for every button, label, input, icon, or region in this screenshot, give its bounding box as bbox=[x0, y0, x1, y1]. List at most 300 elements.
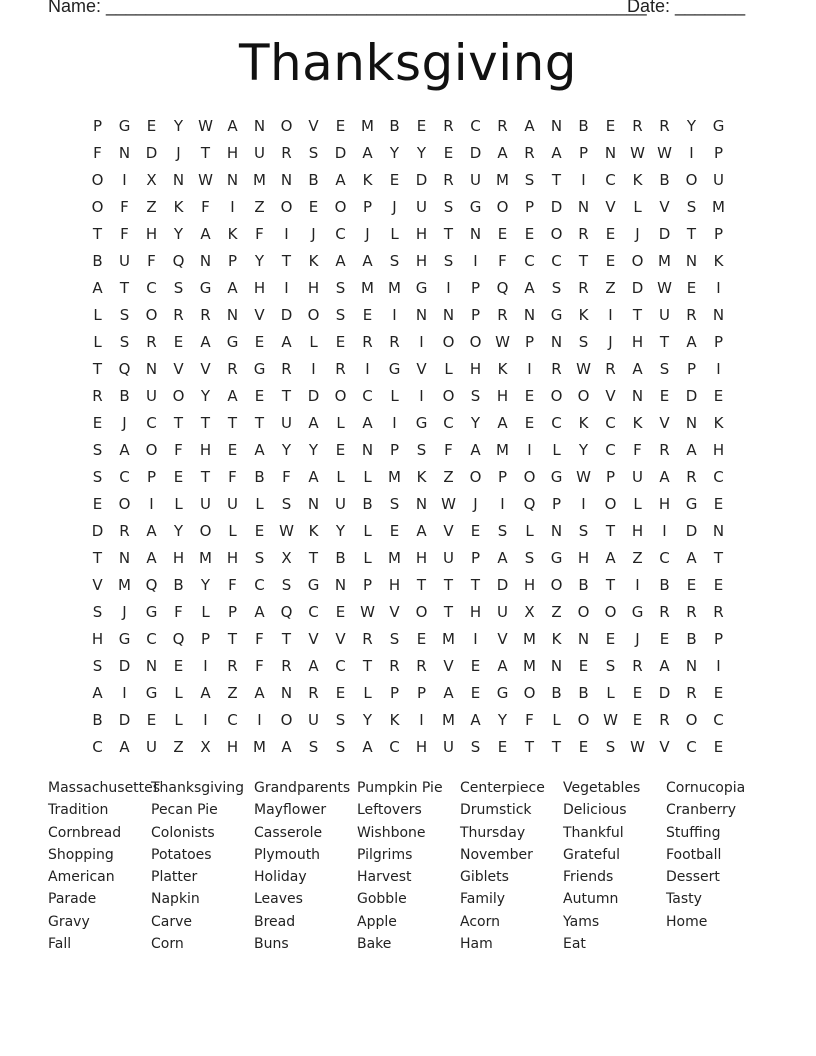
grid-letter[interactable]: D bbox=[118, 711, 131, 729]
grid-letter[interactable]: C bbox=[308, 603, 319, 621]
grid-letter[interactable]: S bbox=[92, 657, 103, 675]
grid-letter[interactable]: O bbox=[118, 495, 131, 513]
grid-letter[interactable]: P bbox=[713, 225, 724, 243]
grid-letter[interactable]: C bbox=[605, 414, 616, 432]
grid-letter[interactable]: A bbox=[308, 468, 319, 486]
date-field[interactable]: Date: _______ bbox=[627, 0, 746, 16]
grid-letter[interactable]: D bbox=[145, 144, 158, 162]
grid-letter[interactable]: L bbox=[633, 495, 642, 513]
grid-letter[interactable]: O bbox=[334, 387, 347, 405]
grid-letter[interactable]: Y bbox=[254, 252, 265, 270]
grid-letter[interactable]: M bbox=[253, 171, 266, 189]
grid-letter[interactable]: S bbox=[389, 495, 400, 513]
grid-letter[interactable]: O bbox=[577, 711, 590, 729]
grid-letter[interactable]: N bbox=[550, 117, 563, 135]
grid-letter[interactable]: V bbox=[416, 360, 427, 378]
grid-letter[interactable]: A bbox=[362, 738, 373, 756]
grid-letter[interactable]: R bbox=[686, 468, 697, 486]
grid-letter[interactable]: Y bbox=[281, 441, 292, 459]
grid-letter[interactable]: X bbox=[146, 171, 157, 189]
grid-letter[interactable]: R bbox=[659, 603, 670, 621]
grid-letter[interactable]: T bbox=[92, 225, 103, 243]
grid-letter[interactable]: Q bbox=[523, 495, 536, 513]
grid-letter[interactable]: R bbox=[524, 144, 535, 162]
grid-letter[interactable]: B bbox=[92, 252, 103, 270]
grid-letter[interactable]: P bbox=[713, 144, 724, 162]
grid-letter[interactable]: E bbox=[713, 684, 724, 702]
grid-letter[interactable]: J bbox=[608, 333, 613, 351]
grid-letter[interactable]: V bbox=[497, 630, 508, 648]
grid-letter[interactable]: E bbox=[632, 684, 643, 702]
grid-letter[interactable]: U bbox=[227, 495, 238, 513]
grid-letter[interactable]: H bbox=[253, 279, 266, 297]
grid-letter[interactable]: V bbox=[443, 657, 454, 675]
grid-letter[interactable]: I bbox=[419, 333, 424, 351]
grid-letter[interactable]: R bbox=[227, 657, 238, 675]
grid-letter[interactable]: R bbox=[92, 387, 103, 405]
grid-letter[interactable]: S bbox=[497, 522, 508, 540]
grid-letter[interactable]: I bbox=[716, 360, 721, 378]
grid-letter[interactable]: L bbox=[525, 522, 534, 540]
grid-letter[interactable]: N bbox=[253, 117, 266, 135]
grid-letter[interactable]: D bbox=[91, 522, 104, 540]
grid-letter[interactable]: A bbox=[659, 657, 670, 675]
grid-letter[interactable]: V bbox=[200, 360, 211, 378]
grid-letter[interactable]: E bbox=[713, 576, 724, 594]
grid-letter[interactable]: R bbox=[200, 306, 211, 324]
grid-letter[interactable]: W bbox=[657, 144, 672, 162]
grid-letter[interactable]: O bbox=[523, 684, 536, 702]
grid-letter[interactable]: C bbox=[470, 117, 481, 135]
grid-letter[interactable]: E bbox=[524, 387, 535, 405]
grid-letter[interactable]: E bbox=[605, 117, 616, 135]
grid-letter[interactable]: U bbox=[146, 738, 157, 756]
grid-letter[interactable]: I bbox=[230, 198, 235, 216]
grid-letter[interactable]: E bbox=[605, 252, 616, 270]
grid-letter[interactable]: P bbox=[551, 495, 562, 513]
grid-letter[interactable]: G bbox=[415, 414, 428, 432]
grid-letter[interactable]: C bbox=[686, 738, 697, 756]
grid-letter[interactable]: W bbox=[630, 738, 645, 756]
grid-letter[interactable]: S bbox=[389, 252, 400, 270]
grid-letter[interactable]: H bbox=[415, 738, 428, 756]
grid-letter[interactable]: T bbox=[173, 414, 184, 432]
grid-letter[interactable]: R bbox=[578, 225, 589, 243]
grid-letter[interactable]: V bbox=[173, 360, 184, 378]
grid-letter[interactable]: O bbox=[91, 198, 104, 216]
grid-letter[interactable]: L bbox=[606, 684, 615, 702]
grid-letter[interactable]: E bbox=[254, 333, 265, 351]
grid-letter[interactable]: D bbox=[469, 144, 482, 162]
grid-letter[interactable]: H bbox=[631, 522, 644, 540]
grid-letter[interactable]: E bbox=[470, 684, 481, 702]
grid-letter[interactable]: S bbox=[92, 441, 103, 459]
grid-letter[interactable]: N bbox=[145, 360, 158, 378]
grid-letter[interactable]: S bbox=[335, 711, 346, 729]
grid-letter[interactable]: L bbox=[633, 198, 642, 216]
grid-letter[interactable]: K bbox=[713, 414, 724, 432]
grid-letter[interactable]: E bbox=[524, 225, 535, 243]
grid-letter[interactable]: R bbox=[362, 333, 373, 351]
grid-letter[interactable]: N bbox=[307, 495, 320, 513]
grid-letter[interactable]: L bbox=[390, 387, 399, 405]
grid-letter[interactable]: S bbox=[578, 522, 589, 540]
grid-letter[interactable]: P bbox=[686, 360, 697, 378]
grid-letter[interactable]: N bbox=[226, 306, 239, 324]
grid-letter[interactable]: S bbox=[389, 630, 400, 648]
grid-letter[interactable]: E bbox=[146, 117, 157, 135]
grid-letter[interactable]: U bbox=[416, 198, 427, 216]
grid-letter[interactable]: U bbox=[119, 252, 130, 270]
grid-letter[interactable]: O bbox=[523, 468, 536, 486]
grid-letter[interactable]: L bbox=[552, 441, 561, 459]
grid-letter[interactable]: K bbox=[632, 414, 643, 432]
grid-letter[interactable]: Q bbox=[172, 252, 185, 270]
grid-letter[interactable]: E bbox=[335, 684, 346, 702]
grid-letter[interactable]: I bbox=[635, 576, 640, 594]
grid-letter[interactable]: S bbox=[659, 360, 670, 378]
grid-letter[interactable]: C bbox=[254, 576, 265, 594]
grid-letter[interactable]: Z bbox=[254, 198, 265, 216]
grid-letter[interactable]: I bbox=[716, 279, 721, 297]
grid-letter[interactable]: B bbox=[173, 576, 184, 594]
grid-letter[interactable]: I bbox=[419, 387, 424, 405]
grid-letter[interactable]: T bbox=[632, 306, 643, 324]
grid-letter[interactable]: R bbox=[119, 522, 130, 540]
grid-letter[interactable]: A bbox=[551, 144, 562, 162]
grid-letter[interactable]: C bbox=[362, 387, 373, 405]
grid-letter[interactable]: G bbox=[496, 684, 509, 702]
grid-letter[interactable]: I bbox=[392, 306, 397, 324]
grid-letter[interactable]: U bbox=[335, 495, 346, 513]
grid-letter[interactable]: B bbox=[659, 171, 670, 189]
grid-letter[interactable]: A bbox=[146, 549, 157, 567]
grid-letter[interactable]: I bbox=[122, 684, 127, 702]
grid-letter[interactable]: T bbox=[686, 225, 697, 243]
grid-letter[interactable]: S bbox=[470, 387, 481, 405]
grid-letter[interactable]: L bbox=[174, 684, 183, 702]
grid-letter[interactable]: U bbox=[470, 171, 481, 189]
grid-letter[interactable]: H bbox=[307, 279, 320, 297]
grid-letter[interactable]: E bbox=[146, 711, 157, 729]
grid-letter[interactable]: E bbox=[173, 657, 184, 675]
grid-letter[interactable]: E bbox=[659, 387, 670, 405]
grid-letter[interactable]: L bbox=[552, 711, 561, 729]
grid-letter[interactable]: E bbox=[497, 225, 508, 243]
grid-letter[interactable]: T bbox=[281, 252, 292, 270]
grid-letter[interactable]: M bbox=[496, 441, 509, 459]
grid-letter[interactable]: H bbox=[577, 549, 590, 567]
grid-letter[interactable]: V bbox=[605, 198, 616, 216]
name-field[interactable]: Name: ______________________________________________________ bbox=[48, 0, 647, 16]
grid-letter[interactable]: A bbox=[470, 711, 481, 729]
grid-letter[interactable]: U bbox=[659, 306, 670, 324]
grid-letter[interactable]: C bbox=[92, 738, 103, 756]
grid-letter[interactable]: T bbox=[605, 576, 616, 594]
grid-letter[interactable]: M bbox=[253, 738, 266, 756]
grid-letter[interactable]: E bbox=[335, 603, 346, 621]
grid-letter[interactable]: H bbox=[199, 441, 212, 459]
grid-letter[interactable]: R bbox=[686, 684, 697, 702]
grid-letter[interactable]: O bbox=[685, 711, 698, 729]
grid-letter[interactable]: P bbox=[362, 198, 373, 216]
grid-letter[interactable]: R bbox=[632, 117, 643, 135]
grid-letter[interactable]: E bbox=[524, 414, 535, 432]
grid-letter[interactable]: N bbox=[361, 441, 374, 459]
grid-letter[interactable]: I bbox=[689, 144, 694, 162]
grid-letter[interactable]: O bbox=[631, 252, 644, 270]
grid-letter[interactable]: N bbox=[469, 225, 482, 243]
grid-letter[interactable]: B bbox=[578, 684, 589, 702]
grid-letter[interactable]: E bbox=[362, 306, 373, 324]
grid-letter[interactable]: A bbox=[119, 738, 130, 756]
grid-letter[interactable]: L bbox=[93, 306, 102, 324]
grid-letter[interactable]: F bbox=[444, 441, 453, 459]
grid-letter[interactable]: T bbox=[713, 549, 724, 567]
grid-letter[interactable]: B bbox=[254, 468, 265, 486]
grid-letter[interactable]: A bbox=[362, 144, 373, 162]
grid-letter[interactable]: L bbox=[93, 333, 102, 351]
grid-letter[interactable]: M bbox=[523, 657, 536, 675]
grid-letter[interactable]: T bbox=[200, 468, 211, 486]
grid-letter[interactable]: T bbox=[92, 549, 103, 567]
grid-letter[interactable]: S bbox=[254, 549, 265, 567]
grid-letter[interactable]: M bbox=[388, 549, 401, 567]
grid-letter[interactable]: G bbox=[388, 360, 401, 378]
grid-letter[interactable]: K bbox=[713, 252, 724, 270]
grid-letter[interactable]: Y bbox=[200, 576, 211, 594]
grid-letter[interactable]: O bbox=[442, 387, 455, 405]
grid-letter[interactable]: N bbox=[280, 684, 293, 702]
grid-letter[interactable]: D bbox=[415, 171, 428, 189]
grid-letter[interactable]: P bbox=[470, 279, 481, 297]
grid-letter[interactable]: D bbox=[658, 225, 671, 243]
grid-letter[interactable]: M bbox=[712, 198, 725, 216]
grid-letter[interactable]: L bbox=[255, 495, 264, 513]
grid-letter[interactable]: M bbox=[388, 279, 401, 297]
grid-letter[interactable]: O bbox=[280, 117, 293, 135]
grid-letter[interactable]: R bbox=[713, 603, 724, 621]
grid-letter[interactable]: I bbox=[446, 279, 451, 297]
grid-letter[interactable]: T bbox=[551, 171, 562, 189]
grid-letter[interactable]: V bbox=[308, 630, 319, 648]
grid-letter[interactable]: S bbox=[281, 576, 292, 594]
grid-letter[interactable]: J bbox=[122, 414, 127, 432]
grid-letter[interactable]: C bbox=[227, 711, 238, 729]
grid-letter[interactable]: R bbox=[497, 306, 508, 324]
grid-letter[interactable]: Z bbox=[605, 279, 616, 297]
grid-letter[interactable]: W bbox=[603, 711, 618, 729]
grid-letter[interactable]: F bbox=[120, 198, 129, 216]
grid-letter[interactable]: R bbox=[686, 306, 697, 324]
grid-letter[interactable]: Z bbox=[632, 549, 643, 567]
grid-letter[interactable]: H bbox=[226, 144, 239, 162]
grid-letter[interactable]: H bbox=[658, 495, 671, 513]
grid-letter[interactable]: T bbox=[524, 738, 535, 756]
grid-letter[interactable]: R bbox=[551, 360, 562, 378]
grid-letter[interactable]: K bbox=[362, 171, 373, 189]
grid-letter[interactable]: A bbox=[470, 441, 481, 459]
grid-letter[interactable]: F bbox=[255, 657, 264, 675]
grid-letter[interactable]: O bbox=[145, 306, 158, 324]
grid-letter[interactable]: K bbox=[497, 360, 508, 378]
grid-letter[interactable]: A bbox=[254, 603, 265, 621]
grid-letter[interactable]: W bbox=[576, 468, 591, 486]
grid-letter[interactable]: F bbox=[228, 468, 237, 486]
grid-letter[interactable]: Y bbox=[416, 144, 427, 162]
grid-letter[interactable]: Y bbox=[362, 711, 373, 729]
grid-letter[interactable]: L bbox=[363, 549, 372, 567]
grid-letter[interactable]: P bbox=[605, 468, 616, 486]
grid-letter[interactable]: E bbox=[335, 441, 346, 459]
grid-letter[interactable]: C bbox=[335, 225, 346, 243]
grid-letter[interactable]: T bbox=[416, 576, 427, 594]
grid-letter[interactable]: T bbox=[308, 549, 319, 567]
grid-letter[interactable]: E bbox=[713, 495, 724, 513]
grid-letter[interactable]: C bbox=[146, 630, 157, 648]
grid-letter[interactable]: P bbox=[524, 198, 535, 216]
grid-letter[interactable]: P bbox=[470, 306, 481, 324]
grid-letter[interactable]: L bbox=[363, 468, 372, 486]
grid-letter[interactable]: E bbox=[335, 117, 346, 135]
grid-letter[interactable]: A bbox=[146, 522, 157, 540]
grid-letter[interactable]: I bbox=[392, 414, 397, 432]
grid-letter[interactable]: C bbox=[524, 252, 535, 270]
grid-letter[interactable]: E bbox=[308, 198, 319, 216]
grid-letter[interactable]: B bbox=[335, 549, 346, 567]
grid-letter[interactable]: A bbox=[227, 117, 238, 135]
grid-letter[interactable]: I bbox=[500, 495, 505, 513]
grid-letter[interactable]: P bbox=[389, 441, 400, 459]
grid-letter[interactable]: F bbox=[201, 198, 210, 216]
grid-letter[interactable]: A bbox=[605, 549, 616, 567]
grid-letter[interactable]: U bbox=[497, 603, 508, 621]
grid-letter[interactable]: I bbox=[284, 225, 289, 243]
grid-letter[interactable]: S bbox=[605, 657, 616, 675]
grid-letter[interactable]: I bbox=[473, 630, 478, 648]
grid-letter[interactable]: R bbox=[605, 360, 616, 378]
grid-letter[interactable]: I bbox=[581, 171, 586, 189]
grid-letter[interactable]: W bbox=[198, 171, 213, 189]
grid-letter[interactable]: T bbox=[659, 333, 670, 351]
grid-letter[interactable]: O bbox=[496, 198, 509, 216]
grid-letter[interactable]: F bbox=[228, 576, 237, 594]
grid-letter[interactable]: S bbox=[92, 603, 103, 621]
grid-letter[interactable]: O bbox=[469, 468, 482, 486]
grid-letter[interactable]: A bbox=[497, 414, 508, 432]
grid-letter[interactable]: M bbox=[496, 171, 509, 189]
grid-letter[interactable]: W bbox=[495, 333, 510, 351]
grid-letter[interactable]: L bbox=[363, 522, 372, 540]
grid-letter[interactable]: P bbox=[524, 333, 535, 351]
grid-letter[interactable]: L bbox=[336, 414, 345, 432]
grid-letter[interactable]: O bbox=[145, 441, 158, 459]
grid-letter[interactable]: F bbox=[282, 468, 291, 486]
grid-letter[interactable]: L bbox=[174, 495, 183, 513]
grid-letter[interactable]: P bbox=[497, 468, 508, 486]
grid-letter[interactable]: Y bbox=[308, 441, 319, 459]
grid-letter[interactable]: Y bbox=[335, 522, 346, 540]
grid-letter[interactable]: C bbox=[551, 414, 562, 432]
grid-letter[interactable]: E bbox=[470, 522, 481, 540]
grid-letter[interactable]: U bbox=[632, 468, 643, 486]
grid-letter[interactable]: Y bbox=[497, 711, 508, 729]
grid-letter[interactable]: N bbox=[226, 171, 239, 189]
grid-letter[interactable]: F bbox=[174, 441, 183, 459]
grid-letter[interactable]: T bbox=[200, 144, 211, 162]
grid-letter[interactable]: R bbox=[281, 360, 292, 378]
grid-letter[interactable]: N bbox=[334, 576, 347, 594]
grid-letter[interactable]: E bbox=[173, 468, 184, 486]
grid-letter[interactable]: I bbox=[203, 711, 208, 729]
grid-letter[interactable]: L bbox=[228, 522, 237, 540]
grid-letter[interactable]: Y bbox=[200, 387, 211, 405]
grid-letter[interactable]: E bbox=[497, 738, 508, 756]
grid-letter[interactable]: T bbox=[200, 414, 211, 432]
grid-letter[interactable]: S bbox=[605, 738, 616, 756]
grid-letter[interactable]: U bbox=[200, 495, 211, 513]
grid-letter[interactable]: T bbox=[362, 657, 373, 675]
grid-letter[interactable]: I bbox=[365, 360, 370, 378]
grid-letter[interactable]: L bbox=[201, 603, 210, 621]
grid-letter[interactable]: R bbox=[389, 657, 400, 675]
grid-letter[interactable]: E bbox=[227, 441, 238, 459]
grid-letter[interactable]: G bbox=[118, 117, 131, 135]
grid-letter[interactable]: J bbox=[365, 225, 370, 243]
grid-letter[interactable]: E bbox=[254, 387, 265, 405]
grid-letter[interactable]: I bbox=[608, 306, 613, 324]
grid-letter[interactable]: A bbox=[416, 522, 427, 540]
grid-letter[interactable]: K bbox=[308, 522, 319, 540]
grid-letter[interactable]: L bbox=[444, 360, 453, 378]
grid-letter[interactable]: U bbox=[443, 738, 454, 756]
grid-letter[interactable]: H bbox=[712, 441, 725, 459]
grid-letter[interactable]: F bbox=[498, 252, 507, 270]
grid-letter[interactable]: A bbox=[362, 252, 373, 270]
grid-letter[interactable]: S bbox=[335, 738, 346, 756]
grid-letter[interactable]: Y bbox=[173, 522, 184, 540]
grid-letter[interactable]: C bbox=[389, 738, 400, 756]
grid-letter[interactable]: H bbox=[631, 333, 644, 351]
grid-letter[interactable]: E bbox=[713, 738, 724, 756]
grid-letter[interactable]: G bbox=[307, 576, 320, 594]
grid-letter[interactable]: I bbox=[203, 657, 208, 675]
grid-letter[interactable]: N bbox=[415, 495, 428, 513]
grid-letter[interactable]: K bbox=[227, 225, 238, 243]
grid-letter[interactable]: S bbox=[524, 171, 535, 189]
grid-letter[interactable]: K bbox=[173, 198, 184, 216]
grid-letter[interactable]: J bbox=[176, 144, 181, 162]
grid-letter[interactable]: K bbox=[551, 630, 562, 648]
grid-letter[interactable]: M bbox=[361, 117, 374, 135]
grid-letter[interactable]: I bbox=[257, 711, 262, 729]
grid-letter[interactable]: C bbox=[605, 171, 616, 189]
grid-letter[interactable]: R bbox=[335, 360, 346, 378]
grid-letter[interactable]: N bbox=[685, 252, 698, 270]
grid-letter[interactable]: O bbox=[577, 387, 590, 405]
grid-letter[interactable]: O bbox=[469, 333, 482, 351]
grid-letter[interactable]: B bbox=[308, 171, 319, 189]
grid-letter[interactable]: W bbox=[657, 279, 672, 297]
grid-letter[interactable]: K bbox=[578, 306, 589, 324]
grid-letter[interactable]: F bbox=[174, 603, 183, 621]
grid-letter[interactable]: N bbox=[550, 333, 563, 351]
grid-letter[interactable]: H bbox=[145, 225, 158, 243]
grid-letter[interactable]: S bbox=[308, 144, 319, 162]
grid-letter[interactable]: R bbox=[659, 441, 670, 459]
grid-letter[interactable]: H bbox=[388, 576, 401, 594]
grid-letter[interactable]: A bbox=[632, 360, 643, 378]
